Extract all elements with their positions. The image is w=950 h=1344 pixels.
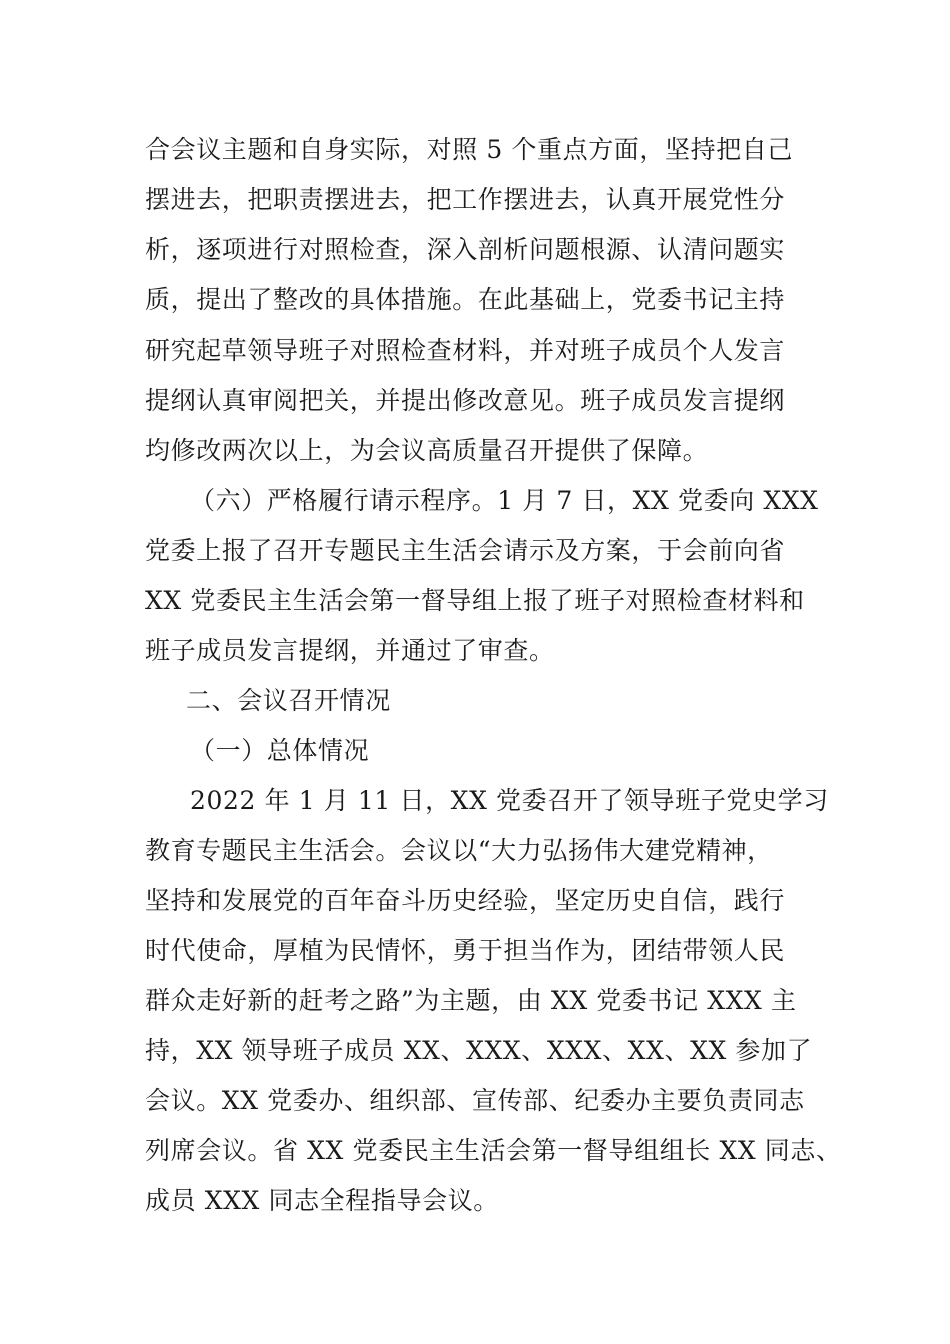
body-text-line: 提纲认真审阅把关，并提出修改意见。班子成员发言提纲 <box>145 386 786 415</box>
body-text-line: 成员 XXX 同志全程指导会议。 <box>145 1186 499 1215</box>
body-text-line: 均修改两次以上，为会议高质量召开提供了保障。 <box>145 436 709 465</box>
body-text-line: 质，提出了整改的具体措施。在此基础上，党委书记主持 <box>145 285 786 314</box>
section-paragraph-start: 2022 年 1 月 11 日，XX 党委召开了领导班子党史学习 <box>190 786 829 815</box>
body-text-line: 会议。XX 党委办、组织部、宣传部、纪委办主要负责同志 <box>145 1086 805 1115</box>
section-paragraph-start: （六）严格履行请示程序。1 月 7 日，XX 党委向 XXX <box>190 486 819 515</box>
body-text-line: XX 党委民主生活会第一督导组上报了班子对照检查材料和 <box>145 586 805 615</box>
section-heading: 二、会议召开情况 <box>186 686 391 715</box>
body-text-line: 析，逐项进行对照检查，深入剖析问题根源、认清问题实 <box>145 235 786 264</box>
body-text-line: 班子成员发言提纲，并通过了审查。 <box>145 636 555 665</box>
body-text-line: 持，XX 领导班子成员 XX、XXX、XXX、XX、XX 参加了 <box>145 1036 813 1065</box>
subsection-heading: （一）总体情况 <box>190 736 370 765</box>
body-text-line: 摆进去，把职责摆进去，把工作摆进去，认真开展党性分 <box>145 185 786 214</box>
body-text-line: 列席会议。省 XX 党委民主生活会第一督导组组长 XX 同志、 <box>145 1136 842 1165</box>
body-text-line: 教育专题民主生活会。会议以“大力弘扬伟大建党精神， <box>145 836 773 865</box>
body-text-line: 坚持和发展党的百年奋斗历史经验，坚定历史自信，践行 <box>145 886 786 915</box>
body-text-line: 合会议主题和自身实际，对照 5 个重点方面，坚持把自己 <box>145 135 794 164</box>
body-text-line: 研究起草领导班子对照检查材料，并对班子成员个人发言 <box>145 336 786 365</box>
body-text-line: 群众走好新的赶考之路”为主题，由 XX 党委书记 XXX 主 <box>145 986 797 1015</box>
body-text-line: 党委上报了召开专题民主生活会请示及方案，于会前向省 <box>145 536 786 565</box>
body-text-line: 时代使命，厚植为民情怀，勇于担当作为，团结带领人民 <box>145 936 786 965</box>
